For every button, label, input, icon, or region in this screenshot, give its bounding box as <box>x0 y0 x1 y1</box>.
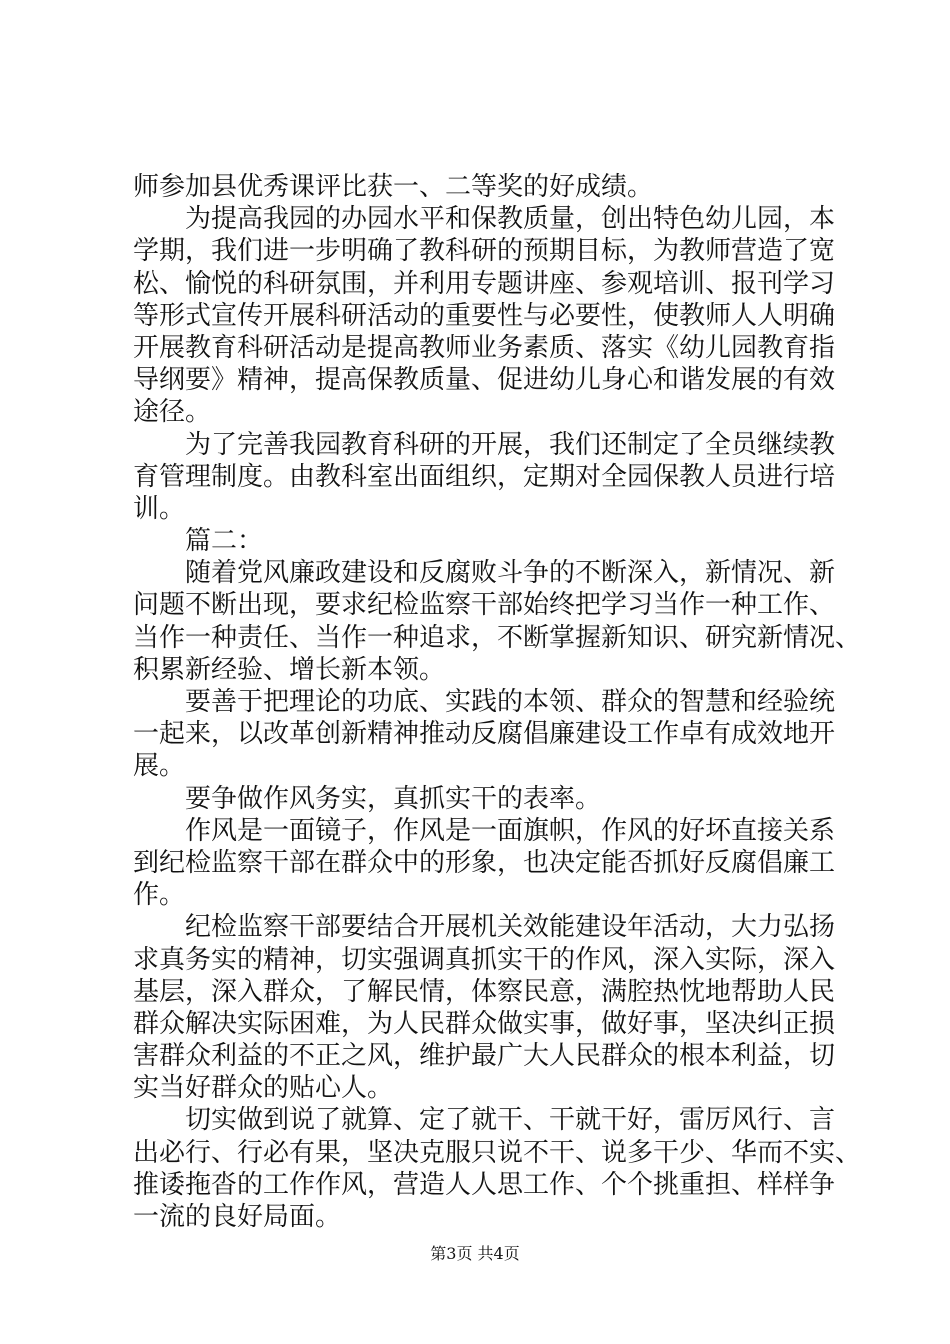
text-line: 一流的良好局面。 <box>133 1202 342 1232</box>
text-line: 害群众利益的不正之风，维护最广大人民群众的根本利益，切 <box>133 1041 836 1072</box>
text-line: 展。 <box>133 751 186 782</box>
text-line: 导纲要》精神，提高保教质量、促进幼儿身心和谐发展的有效 <box>133 365 836 396</box>
paragraph <box>133 815 836 912</box>
paragraph <box>133 557 862 686</box>
text-line: 开展教育科研活动是提高教师业务素质、落实《幼儿园教育指 <box>133 332 836 363</box>
text-line: 出必行、行必有果，坚决克服只说不干、说多干少、华而不实、 <box>133 1137 862 1168</box>
text-line: 一起来，以改革创新精神推动反腐倡廉建设工作卓有成效地开 <box>133 719 836 750</box>
text-line: 育管理制度。由教科室出面组织，定期对全园保教人员进行培 <box>133 461 836 492</box>
text-line: 等形式宣传开展科研活动的重要性与必要性，使教师人人明确 <box>133 300 836 331</box>
text-line: 作。 <box>133 880 186 911</box>
text-line: 推诿拖沓的工作作风，营造人人思工作、个个挑重担、样样争 <box>133 1169 836 1200</box>
paragraph <box>133 525 833 557</box>
text-line: 积累新经验、增长新本领。 <box>133 654 446 685</box>
paragraph <box>133 911 836 1104</box>
text-line: 当作一种责任、当作一种追求，不断掌握新知识、研究新情况、 <box>133 622 862 653</box>
paragraph <box>133 429 836 526</box>
text-line: 到纪检监察干部在群众中的形象，也决定能否抓好反腐倡廉工 <box>133 847 836 878</box>
text-line: 为了完善我园教育科研的开展，我们还制定了全员继续教 <box>185 429 836 460</box>
page-footer <box>0 1244 950 1264</box>
paragraph <box>133 171 833 203</box>
text-line: 途径。 <box>133 397 212 428</box>
text-line: 要争做作风务实，真抓实干的表率。 <box>185 783 602 814</box>
document-body <box>133 171 862 1233</box>
text-line: 群众解决实际困难，为人民群众做实事，做好事，坚决纠正损 <box>133 1008 836 1039</box>
text-line: 作风是一面镜子，作风是一面旗帜，作风的好坏直接关系 <box>185 815 836 846</box>
text-line: 师参加县优秀课评比获一、二等奖的好成绩。 <box>133 172 654 202</box>
text-line: 松、愉悦的科研氛围，并利用专题讲座、参观培训、报刊学习 <box>133 268 836 299</box>
paragraph <box>133 1104 862 1233</box>
text-line: 学期，我们进一步明确了教科研的预期目标，为教师营造了宽 <box>133 236 836 267</box>
text-line: 随着党风廉政建设和反腐败斗争的不断深入，新情况、新 <box>185 558 836 589</box>
text-line: 纪检监察干部要结合开展机关效能建设年活动，大力弘扬 <box>185 912 836 943</box>
text-line: 要善于把理论的功底、实践的本领、群众的智慧和经验统 <box>185 687 836 717</box>
text-line: 训。 <box>133 493 186 524</box>
text-line: 切实做到说了就算、定了就干、干就干好，雷厉风行、言 <box>185 1105 836 1136</box>
paragraph <box>133 783 833 815</box>
text-line: 篇二： <box>185 526 264 557</box>
paragraph <box>133 686 836 783</box>
text-line: 实当好群众的贴心人。 <box>133 1073 394 1104</box>
text-line: 问题不断出现，要求纪检监察干部始终把学习当作一种工作、 <box>133 590 836 621</box>
text-line: 求真务实的精神，切实强调真抓实干的作风，深入实际，深入 <box>133 944 836 975</box>
text-line: 基层，深入群众，了解民情，体察民意，满腔热忱地帮助人民 <box>133 976 836 1007</box>
page-number: 第3页 共4页 <box>430 1244 520 1263</box>
text-line: 为提高我园的办园水平和保教质量，创出特色幼儿园，本 <box>185 204 836 235</box>
paragraph <box>133 203 836 428</box>
